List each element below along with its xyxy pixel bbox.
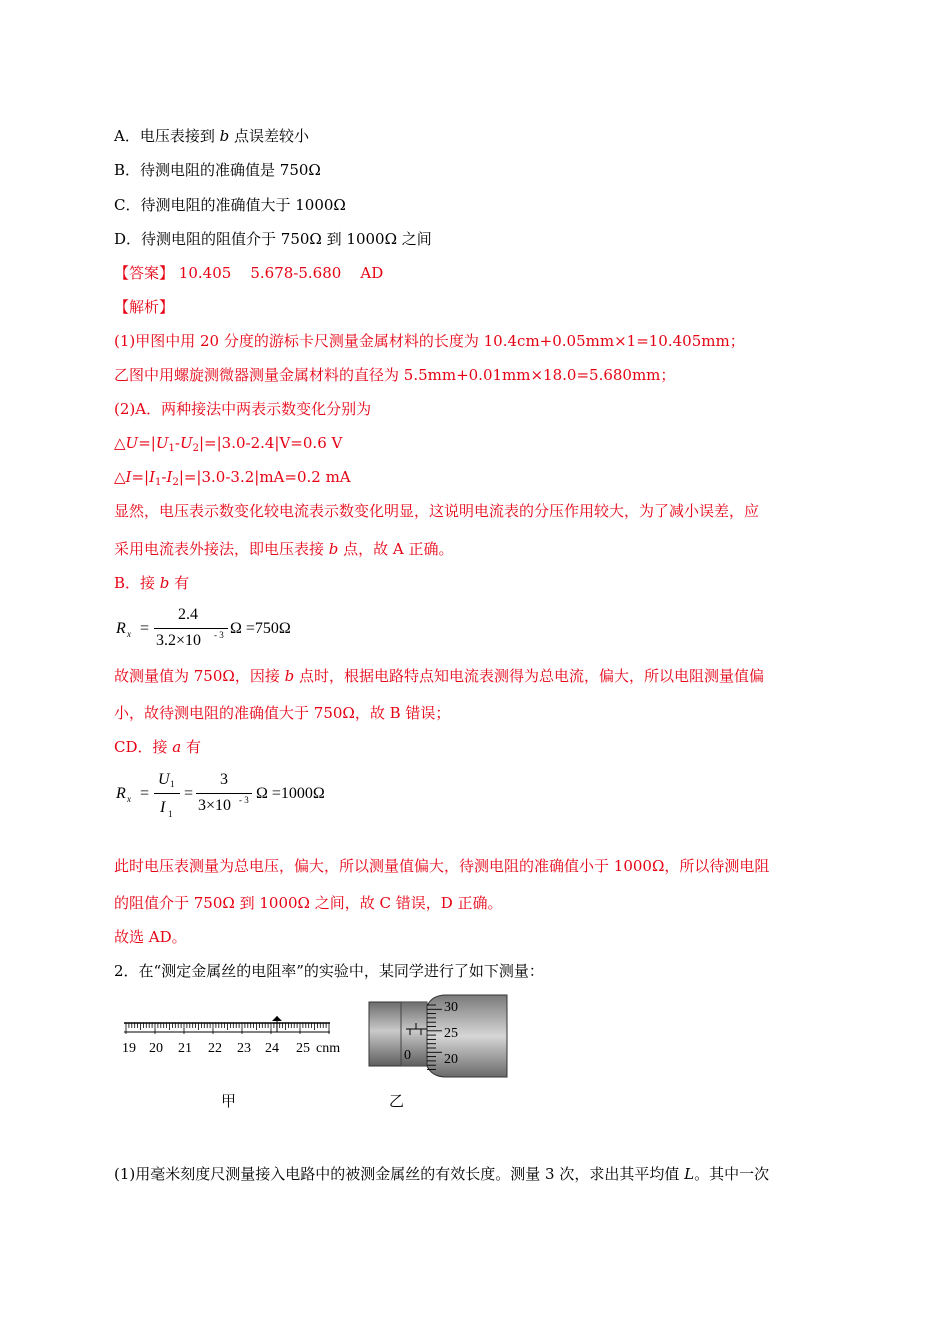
delta-u-line: $\triangle U=|U_1-U_2|=|3.0-2.4|V=0.6$ V — [114, 434, 343, 454]
analysis-line-13: 的阻值介于 750Ω 到 1000Ω 之间，故 C 错误，D 正确。 — [114, 894, 503, 912]
analysis-line-7: 采用电流表外接法，即电压表接 b 点，故 A 正确。 — [114, 540, 454, 558]
ruler-tick-25: 25 — [296, 1041, 310, 1056]
analysis-line-1: (1)甲图中用 20 分度的游标卡尺测量金属材料的长度为 10.4cm+0.05mm×1=10.405mm； — [114, 332, 745, 350]
option-c: C．待测电阻的准确值大于 1000Ω — [114, 196, 346, 214]
analysis-line-12: 此时电压表测量为总电压，偏大，所以测量值偏大，待测电阻的准确值小于 1000Ω，所以待测电阻 — [114, 857, 770, 875]
ruler-tick-23: 23 — [237, 1041, 251, 1056]
analysis-tag: 【解析】 — [114, 298, 175, 316]
analysis-line-8: B．接 b 有 — [114, 574, 190, 592]
micrometer-figure — [366, 993, 511, 1079]
analysis-line-11: CD．接 a 有 — [114, 738, 202, 756]
ruler-tick-21: 21 — [178, 1041, 192, 1056]
ruler-tick-24: 24 — [265, 1041, 279, 1056]
answer-value: 10.405 5.678-5.680 AD — [178, 264, 384, 282]
delta-i-line: $\triangle I=|I_1-I_2|=|3.0-3.2|mA=0.2$ mA — [114, 468, 351, 488]
ruler-tick-20: 20 — [149, 1041, 163, 1056]
answer-tag: 【答案】 — [114, 264, 175, 282]
analysis-line-9: 故测量值为 750Ω，因接 b 点时，根据电路特点知电流表测得为总电流，偏大，所以电阻测量值偏 — [114, 667, 764, 685]
thimble-tick-20: 20 — [444, 1052, 458, 1067]
answer-line — [114, 263, 383, 283]
analysis-line-14: 故选 AD。 — [114, 928, 187, 946]
caption-yi: 乙 — [389, 1092, 405, 1110]
micrometer-zero: 0 — [404, 1048, 411, 1063]
thimble-tick-25: 25 — [444, 1026, 458, 1041]
formula-rx-a: R x = U 1 I 1 = 3 3×10 - 3 Ω =1000Ω — [116, 771, 325, 819]
option-b: B．待测电阻的准确值是 750Ω — [114, 161, 321, 179]
analysis-line-6: 显然，电压表示数变化较电流表示数变化明显，这说明电流表的分压作用较大，为了减小误差，应 — [114, 502, 760, 520]
ruler-tick-22: 22 — [208, 1041, 222, 1056]
analysis-line-2: 乙图中用螺旋测微器测量金属材料的直径为 5.5mm+0.01mm×18.0=5.680mm； — [114, 366, 676, 384]
formula-rx-b: R x = 2.4 3.2×10 - 3 Ω =750Ω — [116, 606, 291, 649]
thimble-tick-30: 30 — [444, 1000, 458, 1015]
q2-title: 2．在“测定金属丝的电阻率”的实验中，某同学进行了如下测量： — [114, 962, 544, 980]
option-a: A．电压表接到 b 点误差较小 — [114, 127, 309, 145]
option-d: D．待测电阻的阻值介于 750Ω 到 1000Ω 之间 — [114, 230, 432, 248]
analysis-line-3: (2)A．两种接法中两表示数变化分别为 — [114, 400, 372, 418]
ruler-figure — [120, 1010, 355, 1060]
q2-part1-line: (1)用毫米刻度尺测量接入电路中的被测金属丝的有效长度。测量 3 次，求出其平均值 L。其中一次 — [114, 1165, 770, 1183]
analysis-line-10: 小，故待测电阻的准确值大于 750Ω，故 B 错误； — [114, 704, 451, 722]
caption-jia: 甲 — [221, 1092, 237, 1110]
ruler-unit: cnm — [316, 1041, 341, 1056]
ruler-tick-19: 19 — [122, 1041, 136, 1056]
